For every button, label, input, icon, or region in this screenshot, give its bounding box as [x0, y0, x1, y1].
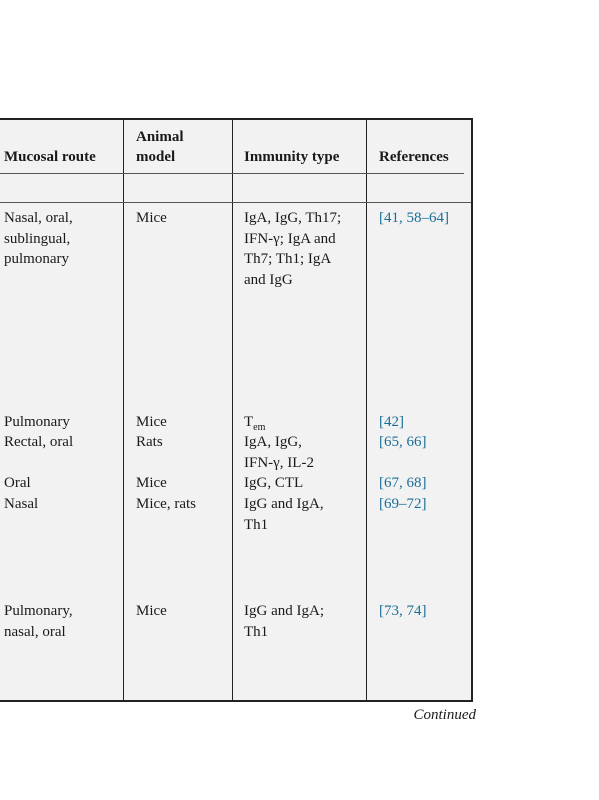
table-cell-route: Rectal, oral: [4, 434, 74, 450]
table-cell-model: Mice, rats: [136, 496, 196, 512]
table-cell-immunity: IgA, IgG, Th17; IFN-γ; IgA and Th7; Th1; IgA and IgG: [244, 210, 342, 288]
header-mucosal-route: Mucosal route: [4, 149, 96, 165]
header-references: References: [379, 149, 449, 165]
column-divider: [232, 120, 233, 700]
immunity-subscript: em: [253, 422, 266, 433]
header-immunity-type: Immunity type: [244, 149, 340, 165]
table-cell-route: Oral: [4, 475, 31, 491]
table-cell-model: Mice: [136, 210, 167, 226]
reference-link[interactable]: [65, 66]: [379, 434, 427, 450]
data-table: [0, 118, 473, 702]
table-cell-model: Mice: [136, 603, 167, 619]
table-cell-route: Pulmonary, nasal, oral: [4, 603, 73, 640]
reference-link[interactable]: [69–72]: [379, 496, 427, 512]
header-rule: [0, 173, 464, 174]
reference-link[interactable]: [67, 68]: [379, 475, 427, 491]
table-cell-model: Rats: [136, 434, 163, 450]
table-cell-route: Nasal: [4, 496, 39, 512]
table-cell-route: Nasal, oral, sublingual, pulmonary: [4, 210, 73, 267]
reference-link[interactable]: [73, 74]: [379, 603, 427, 619]
column-divider: [123, 120, 124, 700]
reference-link[interactable]: [41, 58–64]: [379, 210, 449, 226]
table-cell-model: Mice: [136, 414, 167, 430]
body-rule: [0, 202, 471, 203]
continued-note: Continued: [413, 707, 476, 723]
table-cell-immunity: IgG and IgA, Th1: [244, 496, 324, 533]
table-cell-immunity: IgG and IgA; Th1: [244, 603, 324, 640]
table-cell-immunity: IgG, CTL: [244, 475, 304, 491]
table-cell-immunity: IgA, IgG, IFN-γ, IL-2: [244, 434, 314, 471]
table-cell-model: Mice: [136, 475, 167, 491]
immunity-main-text: T: [244, 414, 254, 430]
column-divider: [366, 120, 367, 700]
header-animal-model: Animal model: [136, 129, 184, 165]
reference-link[interactable]: [42]: [379, 414, 404, 430]
table-cell-route: Pulmonary: [4, 414, 70, 430]
